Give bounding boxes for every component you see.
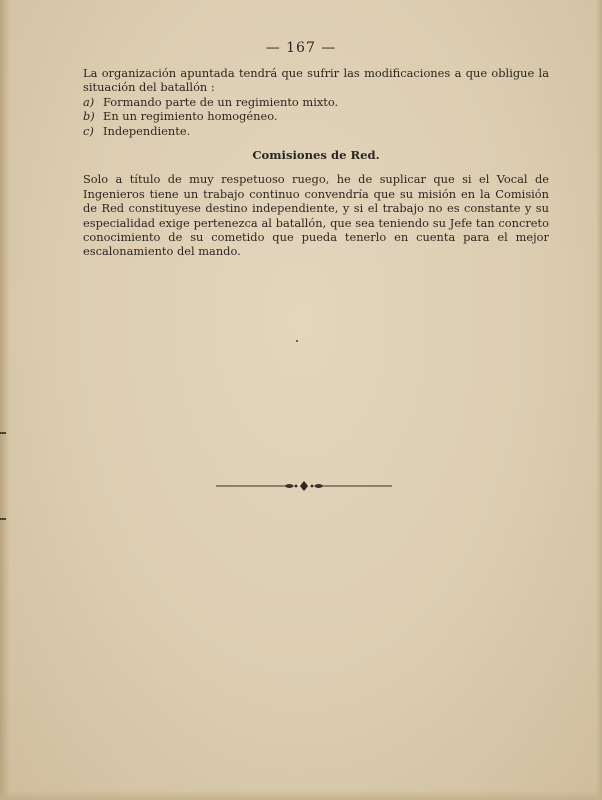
page-edge-shadow-left — [0, 0, 10, 800]
page-edge-shadow-bottom — [0, 790, 602, 800]
page-number: — 167 — — [265, 40, 337, 56]
list-item — [83, 124, 549, 138]
list-marker: b) — [83, 109, 95, 124]
intro-paragraph: La organización apuntada tendrá que sufrir las modificaciones a que obligue la situación del batallón : — [83, 66, 549, 95]
section-heading: Comisiones de Red. — [252, 148, 380, 163]
binding-mark — [0, 518, 6, 520]
list-marker: a) — [83, 94, 95, 109]
situation-list — [83, 95, 549, 138]
page-body — [83, 66, 549, 259]
section-paragraph: Solo a título de muy respetuoso ruego, he de suplicar que si el Vocal de Ingenieros tiene un trabajo continuo convendría que su misión en la Comisión de Red constituyese destino independiente, y si el trabajo no es constante y su especialidad exige pertenezca al batallón, que sea teniendo su Jefe tan concreto conocimiento de su cometido que pueda tenerlo en cuenta para el mejor escalonamiento del mando. — [83, 172, 549, 259]
ornamental-divider-icon — [214, 478, 394, 494]
page-edge-shadow-right — [596, 0, 602, 800]
list-marker: c) — [83, 123, 94, 138]
list-item-text: Formando parte de un regimiento mixto. — [103, 94, 339, 109]
list-item-text: Independiente. — [103, 123, 191, 138]
list-item-text: En un regimiento homogéneo. — [103, 109, 278, 124]
list-item — [83, 109, 549, 123]
list-item — [83, 95, 549, 109]
binding-mark — [0, 432, 6, 434]
ink-speck — [296, 340, 298, 342]
